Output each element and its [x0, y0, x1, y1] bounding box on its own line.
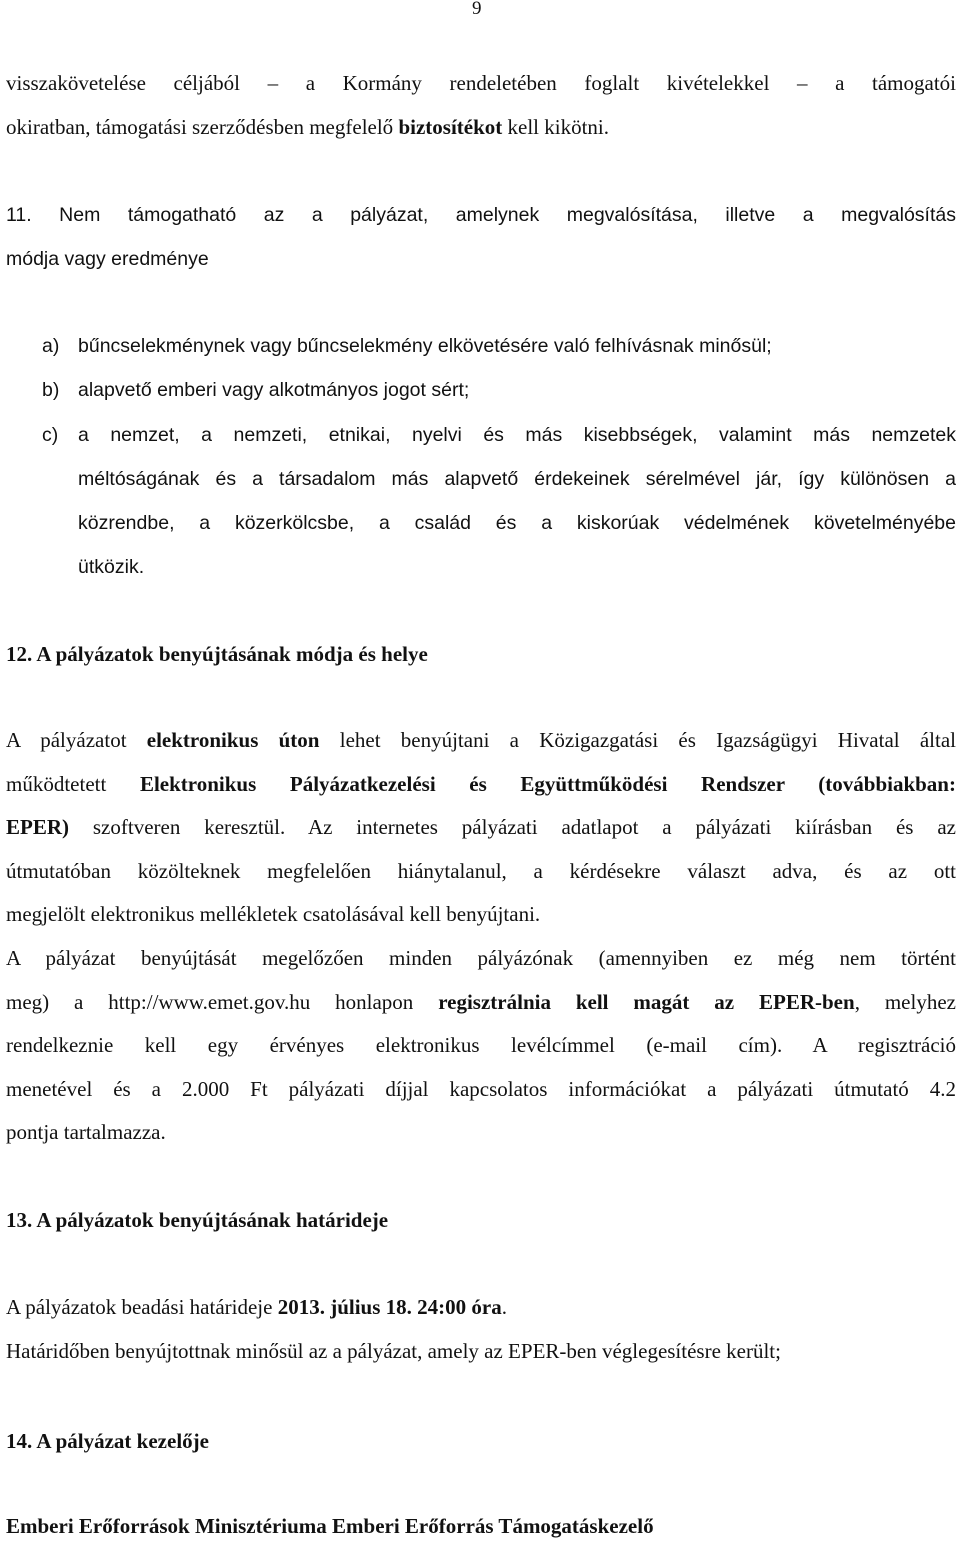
paragraph-line: megjelölt elektronikus mellékletek csatolásával kell benyújtani.: [6, 902, 541, 926]
paragraph-line: működtetett Elektronikus Pályázatkezelési és Együttműködési Rendszer (továbbiakban:: [6, 771, 956, 796]
list-item-text: közrendbe, a közerkölcsbe, a család és a kiskorúak védelmének követelményébe: [78, 512, 956, 534]
deadline-note: Határidőben benyújtottnak minősül az a pályázat, amely az EPER-ben véglegesítésre került;: [6, 1338, 781, 1363]
handler-name: Emberi Erőforrások Minisztériuma Emberi Erőforrás Támogatáskezelő: [6, 1514, 654, 1538]
section-12-heading: 12. A pályázatok benyújtásának módja és helye: [6, 642, 428, 666]
list-item-text: bűncselekménynek vagy bűncselekmény elkövetésére való felhívásnak minősül;: [78, 335, 772, 357]
section-12-paragraph-2: [6, 937, 956, 1155]
section-13-heading: 13. A pályázatok benyújtásának határideje: [6, 1208, 389, 1232]
section-11-line-2: módja vagy eredménye: [6, 248, 209, 270]
intro-paragraph: [6, 62, 956, 149]
page-number: 9: [472, 0, 482, 19]
paragraph-line: A pályázatot elektronikus úton lehet benyújtani a Közigazgatási és Igazságügyi Hivatal által: [6, 728, 956, 752]
paragraph-line: A pályázat benyújtását megelőzően minden pályázónak (amennyiben ez még nem történt: [6, 946, 956, 970]
paragraph-line: menetével és a 2.000 Ft pályázati díjjal kapcsolatos információkat a pályázati útmutató 4.2: [6, 1076, 956, 1101]
list-marker: a): [42, 335, 60, 357]
paragraph-line: rendelkeznie kell egy érvényes elektronikus levélcímmel (e-mail cím). A regisztráció: [6, 1033, 956, 1057]
section-13-body: [6, 1286, 956, 1373]
intro-line-1: visszakövetelése céljából – a Kormány rendeletében foglalt kivételekkel – a támogatói: [6, 71, 956, 95]
list-item-text: a nemzet, a nemzeti, etnikai, nyelvi és más kisebbségek, valamint más nemzetek: [78, 424, 956, 446]
paragraph-line: meg) a http://www.emet.gov.hu honlapon regisztrálnia kell magát az EPER-ben, melyhez: [6, 989, 956, 1014]
emphasis-biztositekot: biztosítékot: [398, 114, 503, 139]
deadline-date: 2013. július 18. 24:00 óra: [277, 1295, 502, 1319]
section-11-line-1: 11. Nem támogatható az a pályázat, amelynek megvalósítása, illetve a megvalósítás: [6, 204, 956, 226]
list-marker: c): [42, 424, 59, 446]
paragraph-line: útmutatóban közölteknek megfelelően hiánytalanul, a kérdésekre választ adva, és az ott: [6, 858, 956, 883]
deadline-line: A pályázatok beadási határideje 2013. július 18. 24:00 óra.: [6, 1295, 507, 1319]
section-11-intro: [6, 193, 956, 281]
section-12-paragraph-1: [6, 719, 956, 937]
section-14-heading: 14. A pályázat kezelője: [6, 1429, 209, 1453]
list-item-text: méltóságának és a társadalom más alapvető érdekeinek sérelmével jár, így különösen a: [78, 468, 956, 490]
paragraph-line: pontja tartalmazza.: [6, 1120, 166, 1144]
intro-line-2: okiratban, támogatási szerződésben megfelelő biztosítékot kell kikötni.: [6, 114, 610, 139]
list-item-text: ütközik.: [78, 556, 145, 578]
list-item-text: alapvető emberi vagy alkotmányos jogot sért;: [78, 379, 470, 401]
paragraph-line: EPER) szoftveren keresztül. Az internetes pályázati adatlapot a pályázati kiírásban és az: [6, 815, 956, 839]
list-marker: b): [42, 379, 60, 401]
